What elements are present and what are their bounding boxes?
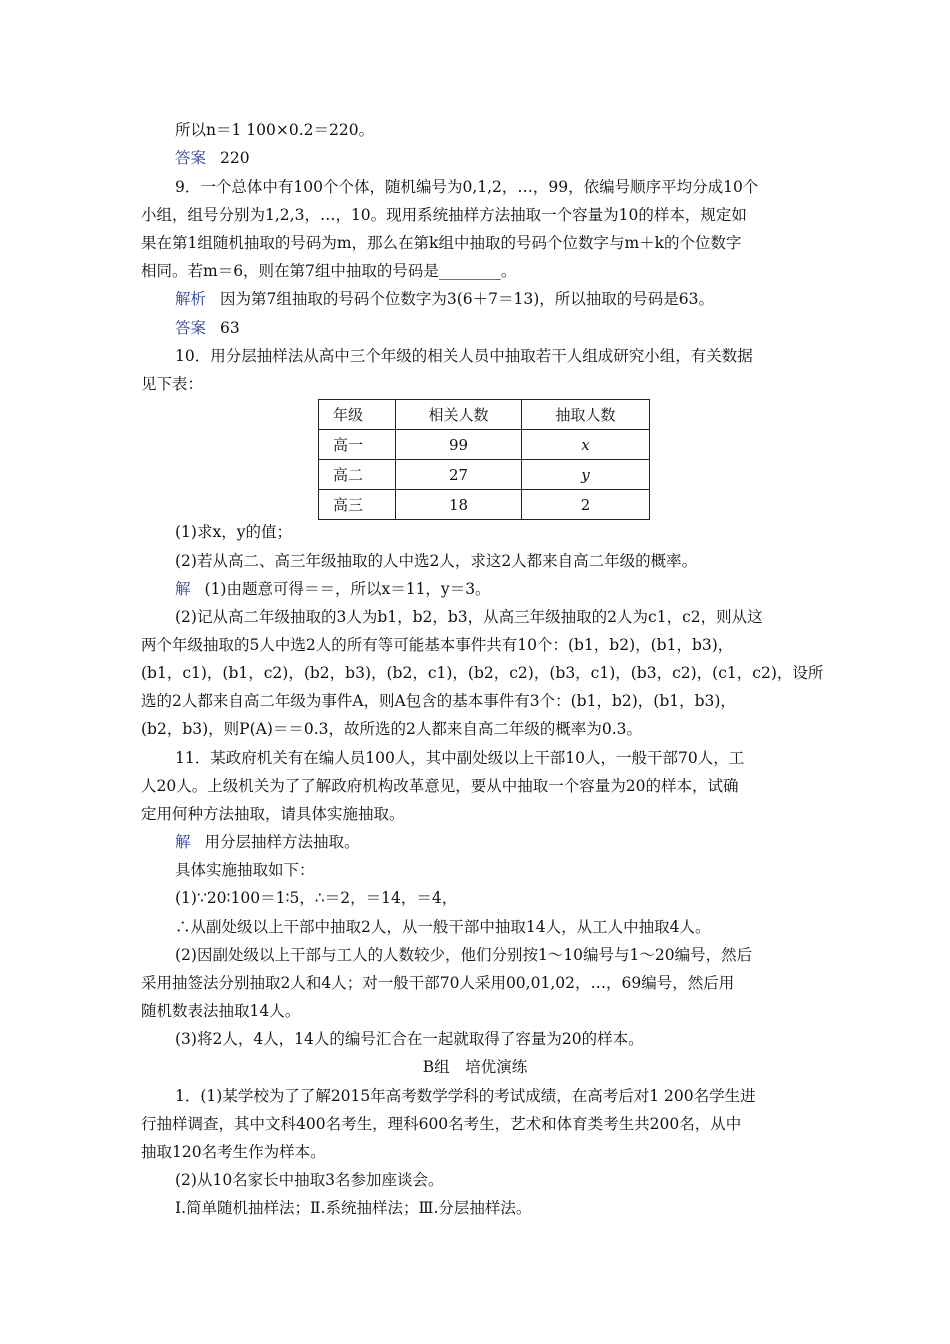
solution-line: (b2，b3)，则P(A)＝＝0.3，故所选的2人都来自高二年级的概率为0.3。 (141, 720, 643, 738)
solution-line: 两个年级抽取的5人中选2人的所有等可能基本事件共有10个：(b1，b2)，(b1，b3)， (141, 636, 734, 654)
q9-line-1: 9．一个总体中有100个个体，随机编号为0,1,2，…，99，依编号顺序平均分成10个 (175, 178, 759, 196)
solution-line: 随机数表法抽取14人。 (141, 1002, 301, 1020)
analysis-text: 因为第7组抽取的号码个位数字为3(6＋7＝13)，所以抽取的号码是63。 (220, 290, 715, 308)
table-cell: x (522, 430, 650, 460)
q9-line-3: 果在第1组随机抽取的号码为m，那么在第k组中抽取的号码个位数字与m＋k的个位数字 (141, 234, 742, 252)
table-cell: y (522, 460, 650, 490)
answer-value: 63 (220, 319, 240, 337)
solution-line: 采用抽签法分别抽取2人和4人；对一般干部70人采用00,01,02，…，69编号，然后用 (141, 974, 735, 992)
table-cell: 高一 (319, 430, 396, 460)
b1-line-3: 抽取120名考生作为样本。 (141, 1143, 326, 1161)
text-line: 所以n＝1 100×0.2＝220。 (175, 121, 375, 139)
answer-label: 答案 (175, 149, 207, 167)
table-cell: 高三 (319, 490, 396, 520)
table-header: 年级 (319, 400, 396, 430)
solution-label: 解 (175, 580, 191, 598)
solution-line: (2)记从高二年级抽取的3人为b1，b2，b3，从高三年级抽取的2人为c1，c2，则从这 (175, 608, 763, 626)
solution-text: (1)由题意可得＝＝，所以x＝11，y＝3。 (204, 580, 491, 598)
table-row (319, 490, 650, 520)
q10-line-1: 10．用分层抽样法从高中三个年级的相关人员中抽取若干人组成研究小组，有关数据 (175, 347, 753, 365)
solution-line: 具体实施抽取如下： (175, 861, 315, 879)
table-row (319, 460, 650, 490)
solution-line: (3)将2人，4人，14人的编号汇合在一起就取得了容量为20的样本。 (175, 1030, 644, 1048)
answer-value: 220 (220, 149, 250, 167)
solution-line: (2)因副处级以上干部与工人的人数较少，他们分别按1～10编号与1～20编号，然后 (175, 946, 753, 964)
b1-line-5: Ⅰ.简单随机抽样法；Ⅱ.系统抽样法；Ⅲ.分层抽样法。 (175, 1199, 532, 1217)
q10-part-1: (1)求x，y的值； (175, 523, 292, 541)
solution-line: (b1，c1)，(b1，c2)，(b2，b3)，(b2，c1)，(b2，c2)，(b3，c1)，(b3，c2)，(c1，c2)，设所 (141, 664, 824, 682)
table-cell: 18 (396, 490, 522, 520)
data-table (318, 399, 650, 520)
table-row (319, 430, 650, 460)
q10-line-2: 见下表： (141, 375, 204, 393)
answer-line (175, 146, 855, 170)
table-header-row (319, 400, 650, 430)
table-header: 相关人数 (396, 400, 522, 430)
solution-label: 解 (175, 833, 191, 851)
q11-line-2: 人20人。上级机关为了了解政府机构改革意见，要从中抽取一个容量为20的样本，试确 (141, 777, 739, 795)
analysis-label: 解析 (175, 290, 207, 308)
table-cell: 27 (396, 460, 522, 490)
solution-text: 用分层抽样方法抽取。 (204, 833, 360, 851)
solution-line (175, 830, 855, 854)
analysis-line (175, 287, 855, 311)
section-heading: B组 培优演练 (422, 1058, 528, 1076)
solution-line: ∴从副处级以上干部中抽取2人，从一般干部中抽取14人，从工人中抽取4人。 (175, 918, 711, 936)
table-cell: 99 (396, 430, 522, 460)
table-header: 抽取人数 (522, 400, 650, 430)
solution-line (175, 577, 855, 601)
b1-line-1: 1．(1)某学校为了了解2015年高考数学学科的考试成绩，在高考后对1 200名学生进 (175, 1087, 756, 1105)
q9-line-2: 小组，组号分别为1,2,3，…，10。现用系统抽样方法抽取一个容量为10的样本，规定如 (141, 206, 747, 224)
q9-line-4: 相同。若m＝6，则在第7组中抽取的号码是________。 (141, 262, 517, 280)
q10-part-2: (2)若从高二、高三年级抽取的人中选2人，求这2人都来自高二年级的概率。 (175, 552, 698, 570)
answer-line (175, 316, 855, 340)
table-cell: 高二 (319, 460, 396, 490)
solution-line: 选的2人都来自高二年级为事件A，则A包含的基本事件有3个：(b1，b2)，(b1，b3)， (141, 692, 736, 710)
q11-line-1: 11．某政府机关有在编人员100人，其中副处级以上干部10人，一般干部70人，工 (175, 749, 745, 767)
b1-line-2: 行抽样调查，其中文科400名考生，理科600名考生，艺术和体育类考生共200名，从中 (141, 1115, 742, 1133)
table-cell: 2 (522, 490, 650, 520)
b1-line-4: (2)从10名家长中抽取3名参加座谈会。 (175, 1171, 444, 1189)
solution-line: (1)∵20∶100＝1∶5，∴＝2，＝14，＝4， (175, 889, 458, 907)
q11-line-3: 定用何种方法抽取，请具体实施抽取。 (141, 805, 405, 823)
answer-label: 答案 (175, 319, 207, 337)
